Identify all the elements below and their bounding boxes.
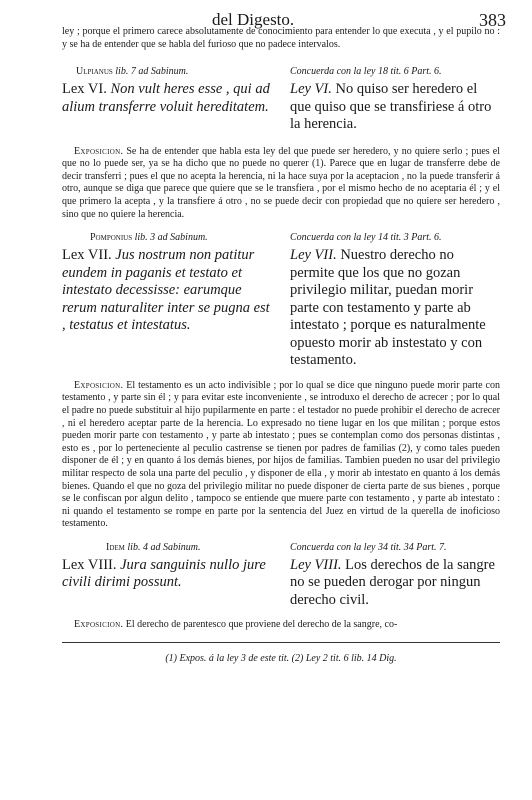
spanish-law-text: No quiso ser heredero el que quiso que se transfiriese á otro la herencia.: [290, 81, 492, 133]
source-author: Pomponius: [90, 232, 133, 244]
source-book: lib. 4 ad Sabinum.: [124, 541, 201, 553]
source-reference: [62, 231, 272, 244]
book-page: [62, 8, 506, 664]
latin-law: [62, 247, 272, 335]
spanish-law-label: Ley VIII.: [290, 556, 342, 573]
reference-row: [62, 231, 500, 244]
concordance-reference: Concuerda con la ley 14 tit. 3 Part. 6.: [290, 232, 442, 244]
law-section: [62, 231, 500, 531]
law-section: [62, 541, 500, 632]
page-number: 383: [479, 10, 506, 30]
source-author: Ulpianus: [76, 66, 113, 78]
spanish-law: [290, 81, 500, 134]
exposition-label: Exposicion.: [74, 379, 124, 391]
source-reference: [62, 65, 272, 78]
footnotes: [62, 653, 500, 664]
spanish-law: [290, 557, 500, 610]
reference-row: [62, 541, 500, 554]
law-section: [62, 65, 500, 221]
concordance-reference: Concuerda con la ley 18 tit. 6 Part. 6.: [290, 66, 442, 78]
exposition: [62, 619, 500, 632]
latin-law: [62, 557, 272, 592]
top-continuation-text: ley ; porque el primero carece absolutamente de conocimiento para entender lo que executa , y el pupilo no : y se ha de entender que se habla del furioso que no padece intervalos.: [62, 26, 500, 50]
latin-law-label: Lex VI.: [62, 81, 107, 98]
spanish-law-label: Ley VI.: [290, 81, 332, 98]
exposition-label: Exposicion.: [74, 145, 124, 157]
footnote-divider: [62, 642, 500, 643]
running-title: del Digesto.: [212, 10, 295, 29]
exposition-label: Exposicion.: [74, 619, 124, 631]
page-header: [62, 8, 506, 38]
source-book: lib. 7 ad Sabinum.: [112, 66, 189, 78]
spanish-law-label: Ley VII.: [290, 247, 337, 264]
concordance-reference: Concuerda con la ley 34 tit. 34 Part. 7.: [290, 541, 447, 553]
source-reference: [62, 541, 272, 554]
latin-law-text: Jura sanguinis nullo jure civili dirimi possunt.: [62, 556, 266, 591]
spanish-law-text: Nuestro derecho no permite que los que no gozan privilegio militar, puedan morir parte con testamento y parte ab intestato ; porque es naturalmente opuesto morir ab instestato y con testamento.: [290, 247, 486, 369]
exposition: [62, 380, 500, 531]
latin-law-text: Non vult heres esse , qui ad alium transferre voluit hereditatem.: [62, 81, 270, 115]
source-author: Idem: [106, 541, 125, 553]
latin-law-text: Jus nostrum non patitur eundem in paganis et testato et intestato decessisse: earumque rerum naturaliter inter se pugna est , testatus et intestatus.: [62, 247, 270, 334]
reference-row: [62, 65, 500, 78]
latin-law-label: Lex VII.: [62, 247, 112, 264]
law-text-row: [62, 247, 500, 370]
spanish-law-text: Los derechos de la sangre no se pueden derogar por ningun derecho civil.: [290, 556, 495, 608]
spanish-law: [290, 247, 500, 370]
exposition-text: El derecho de parentesco que proviene del derecho de la sangre, co-: [125, 619, 398, 631]
latin-law-label: Lex VIII.: [62, 556, 117, 573]
exposition: [62, 146, 500, 222]
law-text-row: [62, 557, 500, 610]
source-book: lib. 3 ad Sabinum.: [132, 232, 208, 244]
exposition-text: El testamento es un acto indivisible ; por lo qual se dice que ninguno puede morir parte con testamento , y parte sin él ; y para evitar este inconveniente , se introduxo el derecho de acrecer ; por lo qual el padre no puede substituir al hijo pupilarmente en parte : el testador no puede prohibir el derecho de acrecer , ni el heredero aceptar parte de la herencia. Lo expresado no tiene lugar en los que militan ; porque estos pueden morir parte con testamento , y parte ab intestato ; pues se contemplan como dos personas distintas , esto es , por lo perteneciente al peculio castrense se tienen por padres de familias (2), y como tales pueden disponer de él ; y en quanto á los demás bienes, por hijos de familias. Tambien pueden no usar del privilegio militar respecto de sola una parte del peculio , y disponer de ella , y morir ab intestato en quanto á los demás bienes. Quando el que no goza del privilegio militar no puede disponer de cierta parte de sus bienes , porque se le confiscan por algun delito , tampoco se entiende que muere parte con testamento , y parte ab intestato : ni quando el testamento se rompe en parte por la sentencia del Juez en virtud de la querella de inoficioso testamento.: [62, 379, 500, 530]
latin-law: [62, 81, 272, 116]
exposition-text: Se ha de entender que habla esta ley del que puede ser heredero, y no quiere serlo ; pues el que no lo puede ser, ya se ha dicho que no puede no querer (1). Parece que en lugar de transferre debe de decir transferri ; pues el que no acepta la herencia, ni la hace suya por la aceptacion , no la puede transferir á otro, aunque se diga que parece que quiere que se le transfiera , por el mismo hecho de no aceptaria él ; y el que primero la acepta , y la transfiere á otro , no se puede decir con propiedad que no quiere ser heredero , sino que no quiere la herencia.: [62, 145, 500, 220]
law-text-row: [62, 81, 500, 134]
footnote-text: (1) Expos. á la ley 3 de este tit. (2) Ley 2 tit. 6 lib. 14 Dig.: [165, 652, 397, 664]
